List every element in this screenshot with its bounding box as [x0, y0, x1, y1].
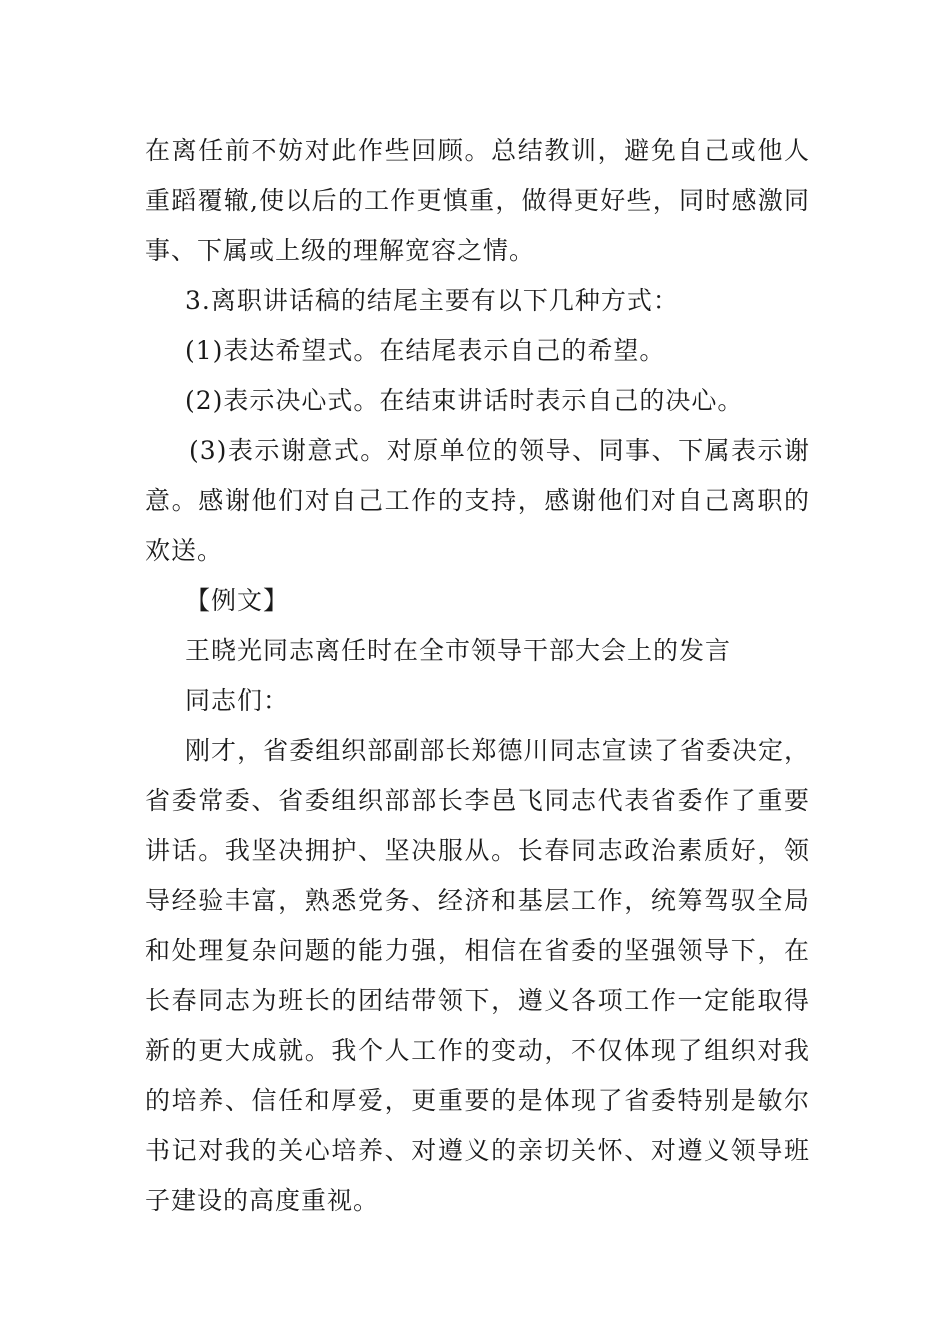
- document-body: [145, 126, 810, 1226]
- paragraph-method-2: (2)表示决心式。在结束讲话时表示自己的决心。: [185, 386, 744, 415]
- example-label: 【例文】: [185, 586, 290, 615]
- paragraph-method-1: (1)表达希望式。在结尾表示自己的希望。: [185, 336, 666, 365]
- paragraph-continuation: 在离任前不妨对此作些回顾。总结教训，避免自己或他人重蹈覆辙,使以后的工作更慎重，做得更好些，同时感激同事、下属或上级的理解宽容之情。: [145, 136, 810, 265]
- paragraph-speech-body: 刚才，省委组织部副部长郑德川同志宣读了省委决定，省委常委、省委组织部部长李邑飞同志代表省委作了重要讲话。我坚决拥护、坚决服从。长春同志政治素质好，领导经验丰富，熟悉党务、经济和基层工作，统筹驾驭全局和处理复杂问题的能力强，相信在省委的坚强领导下，在长春同志为班长的团结带领下，遵义各项工作一定能取得新的更大成就。我个人工作的变动，不仅体现了组织对我的培养、信任和厚爱，更重要的是体现了省委特别是敏尔书记对我的关心培养、对遵义的亲切关怀、对遵义领导班子建设的高度重视。: [145, 736, 810, 1215]
- salutation: 同志们：: [185, 686, 290, 715]
- paragraph-method-3: (3)表示谢意式。对原单位的领导、同事、下属表示谢意。感谢他们对自己工作的支持，感谢他们对自己离职的欢送。: [145, 436, 810, 565]
- example-title: 王晓光同志离任时在全市领导干部大会上的发言: [185, 636, 732, 665]
- paragraph-ending-methods-heading: 3.离职讲话稿的结尾主要有以下几种方式：: [185, 286, 679, 315]
